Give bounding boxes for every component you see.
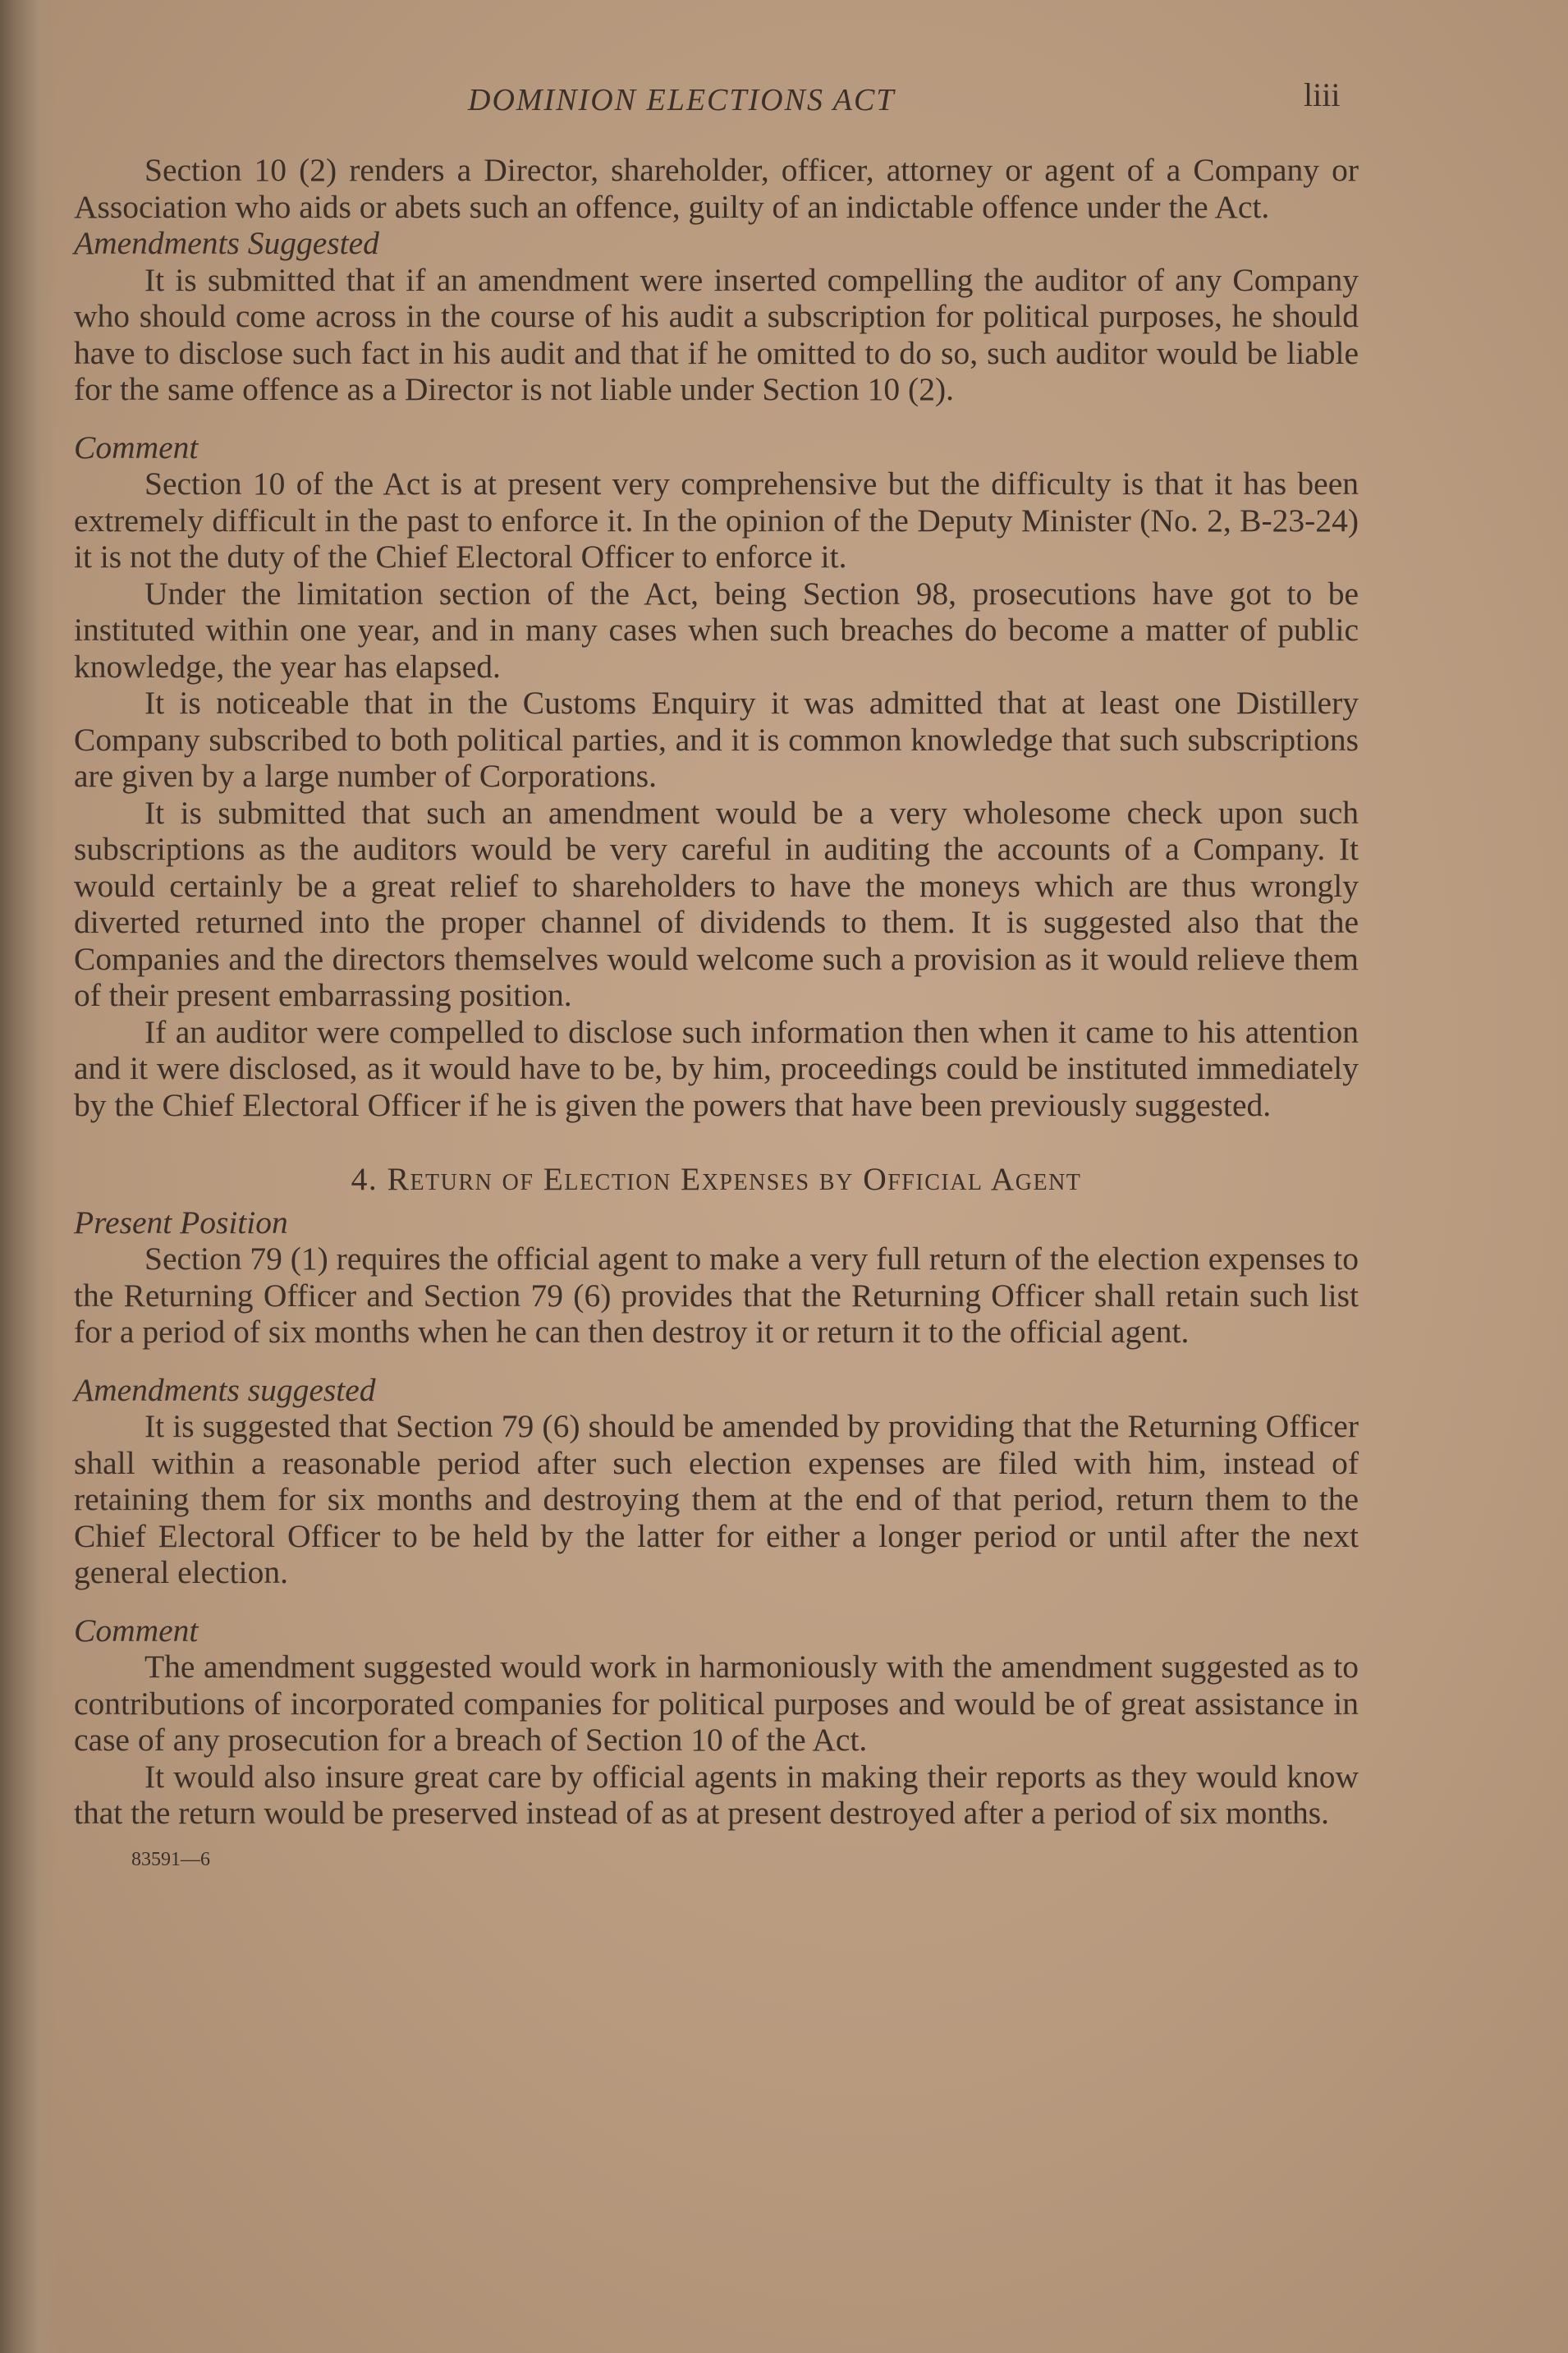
running-head: DOMINION ELECTIONS ACT — [468, 83, 896, 117]
paragraph: If an auditor were compelled to disclose such information then when it came to his attention and it were disclosed, as it would have to be, by him, proceedings could be instituted immediately by the Chief Electoral Officer if he is given the powers that have been previously suggested. — [74, 1013, 1359, 1123]
subheading: Comment — [74, 1612, 199, 1649]
paragraph: It would also insure great care by official agents in making their reports as they would know that the return would be preserved instead of as at present destroyed after a period of six months. — [74, 1758, 1359, 1831]
subheading: Present Position — [74, 1204, 288, 1241]
paragraph: Section 79 (1) requires the official agent to make a very full return of the election expenses to the Returning Officer and Section 79 (6) provides that the Returning Officer shall retain such list for a period of six months when he can then destroy it or return it to the official agent. — [74, 1241, 1359, 1350]
paragraph: It is suggested that Section 79 (6) should be amended by providing that the Returning Officer shall within a reasonable period after such election expenses are filed with him, instead of retaining them for six months and destroying them at the end of that period, return them to the Chief Electoral Officer to be held by the latter for either a longer period or until after the next general election. — [74, 1408, 1359, 1590]
page-body — [74, 152, 1359, 1878]
paragraph: It is noticeable that in the Customs Enquiry it was admitted that at least one Distillery Company subscribed to both political parties, and it is common knowledge that such subscriptions are given by a large number of Corporations. — [74, 685, 1359, 794]
subheading: Amendments suggested — [74, 1371, 376, 1408]
paragraph: Section 10 (2) renders a Director, shareholder, officer, attorney or agent of a Company or Association who aids or abets such an offence, guilty of an indictable offence under the Act. — [74, 152, 1359, 225]
subheading: Comment — [74, 429, 199, 466]
paragraph: The amendment suggested would work in harmoniously with the amendment suggested as to contributions of incorporated companies for political purposes and would be of great assistance in case of any prosecution for a breach of Section 10 of the Act. — [74, 1649, 1359, 1758]
paragraph: It is submitted that such an amendment would be a very wholesome check upon such subscriptions as the auditors would be very careful in auditing the accounts of a Company. It would certainly be a great relief to shareholders to have the moneys which are thus wrongly diverted returned into the proper channel of dividends to them. It is suggested also that the Companies and the directors themselves would welcome such a provision as it would relieve them of their present embarrassing position. — [74, 794, 1359, 1013]
printer-signature-code: 83591—6 — [131, 1848, 210, 1870]
section-heading: 4. Return of Election Expenses by Official Agent — [351, 1161, 1082, 1197]
page-number: liii — [1304, 76, 1341, 113]
paragraph: Under the limitation section of the Act, being Section 98, prosecutions have got to be instituted within one year, and in many cases when such breaches do become a matter of public knowledge, the year has elapsed. — [74, 575, 1359, 685]
book-spine-shadow — [0, 0, 57, 2353]
paragraph: Section 10 of the Act is at present very comprehensive but the difficulty is that it has been extremely difficult in the past to enforce it. In the opinion of the Deputy Minister (No. 2, B-23-24) it is not the duty of the Chief Electoral Officer to enforce it. — [74, 466, 1359, 575]
subheading: Amendments Suggested — [74, 225, 379, 261]
paragraph: It is submitted that if an amendment were inserted compelling the auditor of any Company who should come across in the course of his audit a subscription for political purposes, he should have to disclose such fact in his audit and that if he omitted to do so, such auditor would be liable for the same offence as a Director is not liable under Section 10 (2). — [74, 261, 1359, 407]
page-header — [0, 76, 1568, 125]
